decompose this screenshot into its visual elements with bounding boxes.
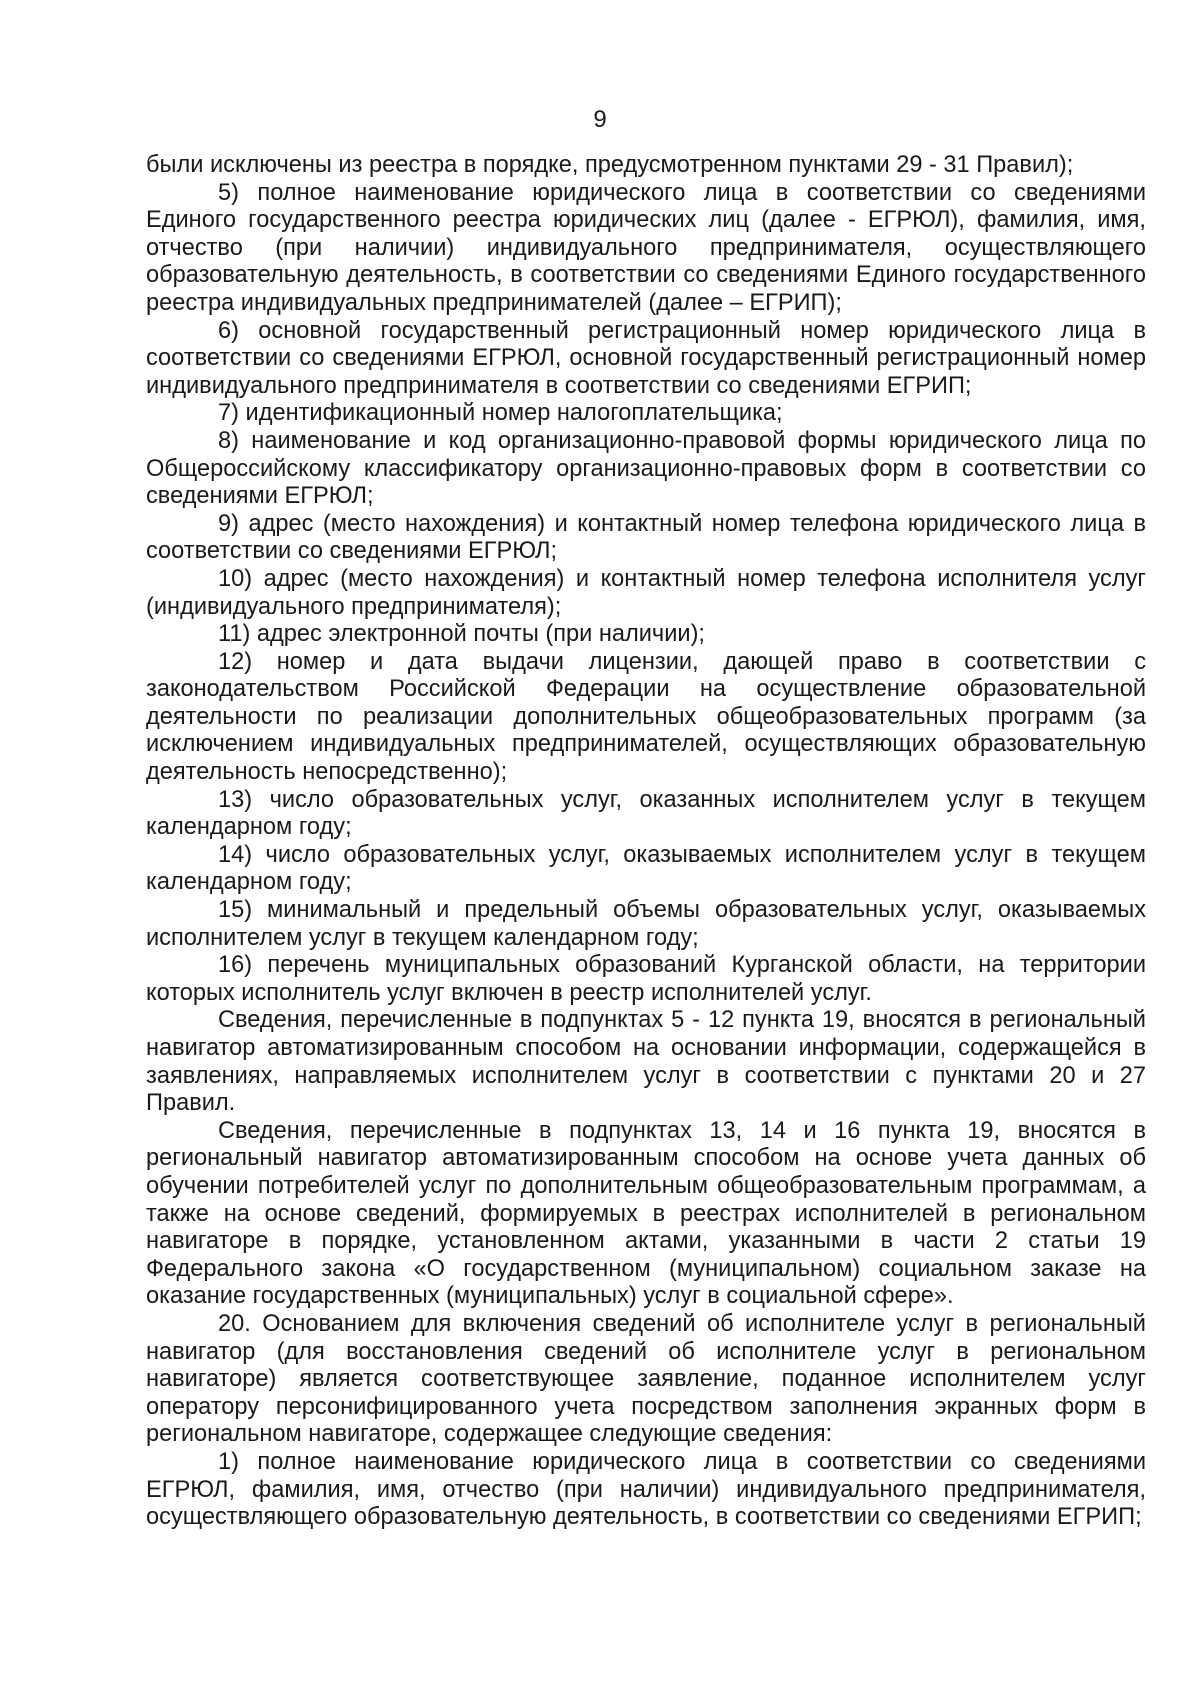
paragraph-item-13: 13) число образовательных услуг, оказанных исполнителем услуг в текущем календарном году; xyxy=(146,786,1146,841)
paragraph-item-12: 12) номер и дата выдачи лицензии, дающей право в соответствии с законодательством Российской Федерации на осуществление образовательной деятельности по реализации дополнительных общеобразовательных программ (за исключением индивидуальных предпринимателей, осуществляющих образовательную деятельность непосредственно); xyxy=(146,648,1146,786)
paragraph-item-16: 16) перечень муниципальных образований Курганской области, на территории которых исполнитель услуг включен в реестр исполнителей услуг. xyxy=(146,952,1146,1006)
paragraph-item-15: 15) минимальный и предельный объемы образовательных услуг, оказываемых исполнителем услуг в текущем календарном году; xyxy=(146,897,1146,951)
paragraph-item-14: 14) число образовательных услуг, оказываемых исполнителем услуг в текущем календарном году; xyxy=(146,841,1146,896)
paragraph-item-6: 6) основной государственный регистрационный номер юридического лица в соответствии со сведениями ЕГРЮЛ, основной государственный регистрационный номер индивидуального предпринимателя в соответствии со сведениями ЕГРИП; xyxy=(146,317,1146,399)
paragraph-item-8: 8) наименование и код организационно-правовой формы юридического лица по Общероссийскому классификатору организационно-правовых форм в соответствии со сведениями ЕГРЮЛ; xyxy=(146,427,1146,510)
paragraph-item-9: 9) адрес (место нахождения) и контактный номер телефона юридического лица в соответствии со сведениями ЕГРЮЛ; xyxy=(146,510,1146,565)
paragraph-item-7: 7) идентификационный номер налогоплательщика; xyxy=(218,400,783,427)
paragraph-item-5: 5) полное наименование юридического лица в соответствии со сведениями Единого государственного реестра юридических лиц (далее - ЕГРЮЛ), фамилия, имя, отчество (при наличии) индивидуального предпринимателя, осуществляющего образовательную деятельность, в соответствии со сведениями Единого государственного реестра индивидуальных предпринимателей (далее – ЕГРИП); xyxy=(146,179,1146,316)
paragraph-section-20: 20. Основанием для включения сведений об исполнителе услуг в региональный навигатор (для восстановления сведений об исполнителе услуг в региональном навигаторе) является соответствующее заявление, поданное исполнителем услуг оператору персонифицированного учета посредством заполнения экранных форм в региональном навигаторе, содержащее следующие сведения: xyxy=(146,1310,1146,1448)
paragraph-section-20-item-1: 1) полное наименование юридического лица в соответствии со сведениями ЕГРЮЛ, фамилия, имя, отчество (при наличии) индивидуального предпринимателя, осуществляющего образовательную деятельность, в соответствии со сведениями ЕГРИП; xyxy=(146,1448,1146,1531)
page-number: 9 xyxy=(593,106,607,133)
paragraph-item-11: 11) адрес электронной почты (при наличии); xyxy=(218,621,705,648)
paragraph-item-10: 10) адрес (место нахождения) и контактный номер телефона исполнителя услуг (индивидуального предпринимателя); xyxy=(146,565,1146,620)
paragraph-info-5-12: Сведения, перечисленные в подпунктах 5 - 12 пункта 19, вносятся в региональный навигатор автоматизированным способом на основании информации, содержащейся в заявлениях, направляемых исполнителем услуг в соответствии с пунктами 20 и 27 Правил. xyxy=(146,1007,1146,1117)
paragraph-continuation: были исключены из реестра в порядке, предусмотренном пунктами 29 - 31 Правил); xyxy=(146,152,1074,178)
paragraph-info-13-16: Сведения, перечисленные в подпунктах 13, 14 и 16 пункта 19, вносятся в региональный навигатор автоматизированным способом на основе учета данных об обучении потребителей услуг по дополнительным общеобразовательным программам, а также на основе сведений, формируемых в реестрах исполнителей в региональном навигаторе в порядке, установленном актами, указанными в части 2 статьи 19 Федерального закона «О государственном (муниципальном) социальном заказе на оказание государственных (муниципальных) услуг в социальной сфере». xyxy=(146,1117,1146,1310)
document-body xyxy=(146,152,1146,1532)
